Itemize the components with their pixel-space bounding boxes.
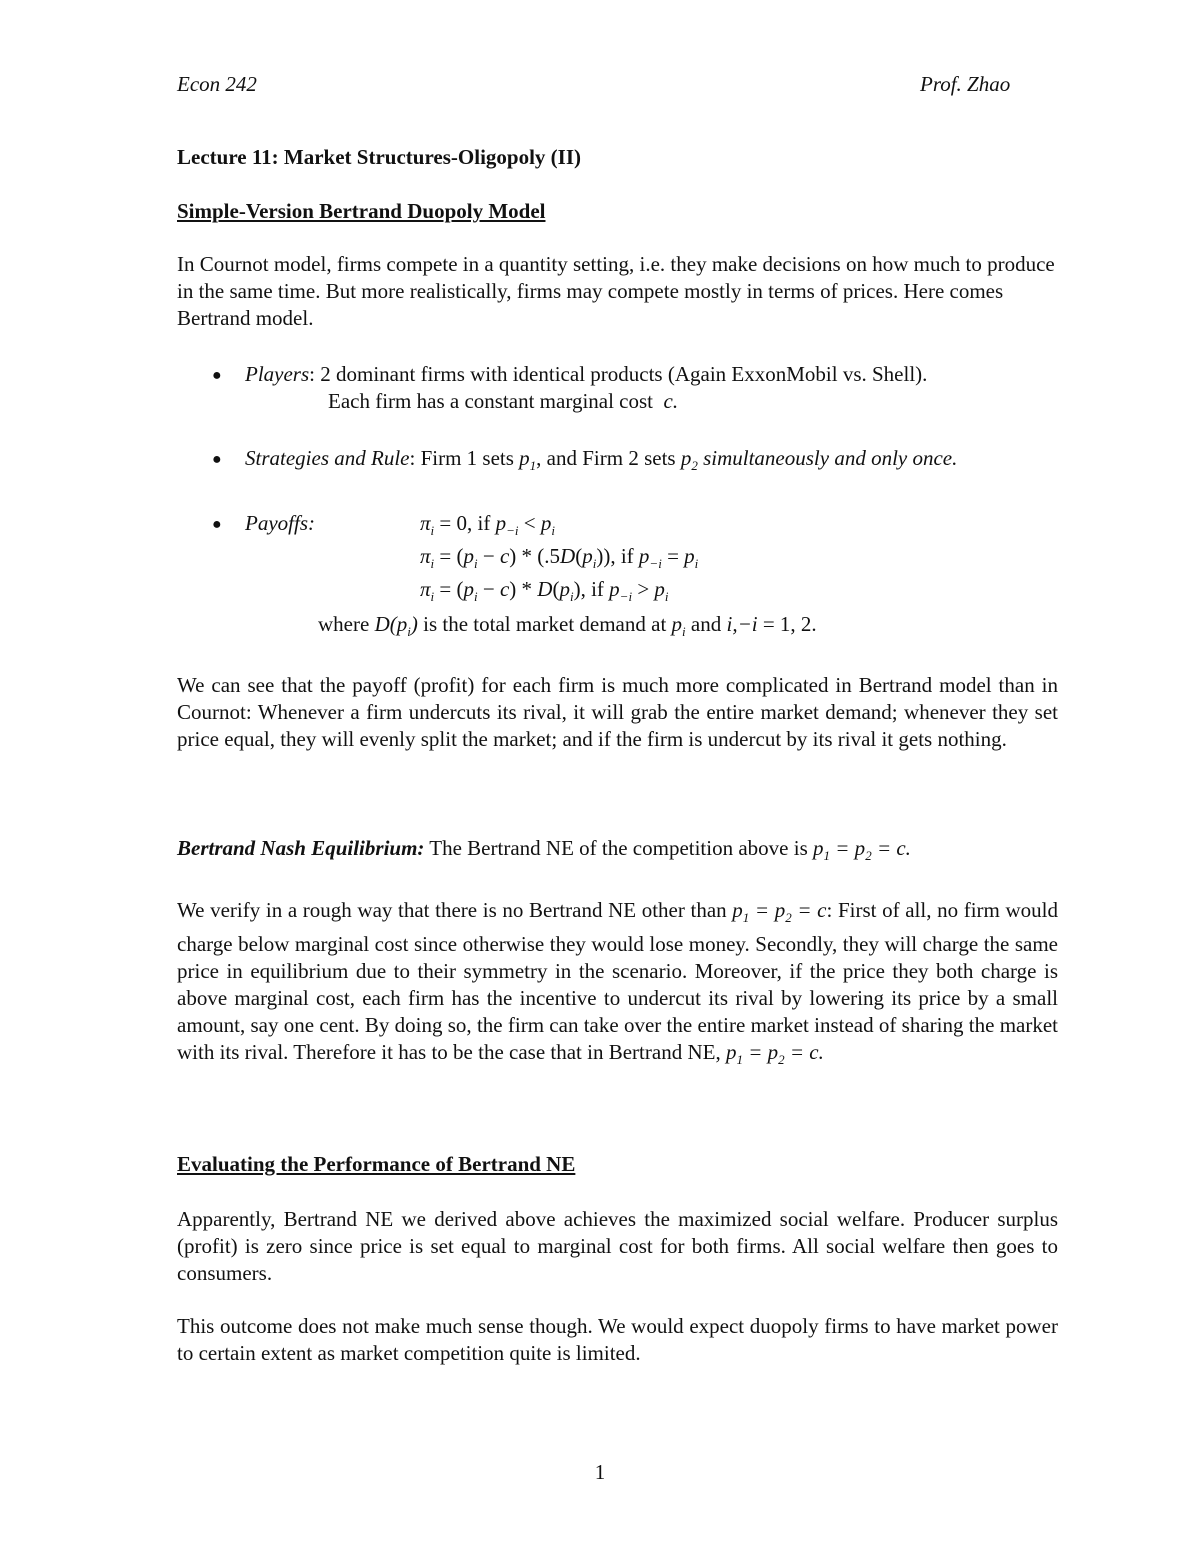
page-number: 1 bbox=[594, 1460, 606, 1484]
ne-equation: $p_1 = p_2 = c$. bbox=[813, 836, 911, 864]
p2-symbol: $p_2$ bbox=[680, 446, 698, 474]
strategies-text-a: : Firm 1 sets bbox=[409, 446, 514, 470]
bullet-icon: ● bbox=[212, 516, 222, 533]
payoff-equation-2: $\pi_i = (p_i - c) * (.5D(p_i))$, if $p_{-i} = p_i$ bbox=[420, 544, 699, 572]
instructor-header: Prof. Zhao bbox=[920, 72, 1011, 96]
strategies-text-b: , and Firm 2 sets bbox=[536, 446, 676, 470]
players-bullet bbox=[245, 362, 927, 387]
index-symbol: i,−i bbox=[726, 612, 758, 636]
evaluation-paragraph-1: Apparently, Bertrand NE we derived above achieves the maximized social welfare. Producer surplus (profit) is zero since price is set equal to marginal cost for both firms. All social welfare then goes to consumers. bbox=[177, 1207, 1058, 1285]
verify-equation-1: $p_1 = p_2 = c$ bbox=[732, 898, 827, 926]
bullet-icon: ● bbox=[212, 451, 222, 468]
p1-symbol: $p_1$ bbox=[519, 446, 537, 474]
players-text: : 2 dominant firms with identical products (Again ExxonMobil vs. Shell). bbox=[309, 362, 928, 386]
section-heading-bertrand: Simple-Version Bertrand Duopoly Model bbox=[177, 199, 546, 223]
players-line2 bbox=[328, 389, 678, 414]
section-heading-evaluating: Evaluating the Performance of Bertrand NE bbox=[177, 1152, 576, 1176]
bertrand-ne-statement bbox=[177, 836, 911, 864]
where-text-c: and bbox=[690, 612, 722, 636]
pi-symbol: $p_i$ bbox=[671, 612, 686, 640]
strategies-text-c: simultaneously and only once. bbox=[703, 446, 958, 470]
strategies-label: Strategies and Rule bbox=[245, 446, 410, 470]
payoff-where-line bbox=[318, 612, 817, 640]
payoff-equation-3: $\pi_i = (p_i - c) * D(p_i)$, if $p_{-i} > p_i$ bbox=[420, 577, 669, 605]
strategies-bullet bbox=[245, 446, 957, 474]
payoff-equation-1: $\pi_i = 0$, if $p_{-i} < p_i$ bbox=[420, 511, 555, 539]
players-label: Players bbox=[245, 362, 310, 386]
lecture-title: Lecture 11: Market Structures-Oligopoly (II) bbox=[177, 145, 581, 169]
verify-paragraph bbox=[177, 897, 1058, 1073]
verify-rest: : First of all, no firm would charge below marginal cost since otherwise they would lose money. Secondly, they will charge the same price in equilibrium due to their symmetry in the scenario. Moreover, if the price they both charge is above marginal cost, each firm has the incentive to undercut its rival by lowering its price by a small amount, say one cent. By doing so, the firm can take over the entire market instead of sharing the market with its rival. Therefore it has to be the case that in Bertrand NE, bbox=[177, 898, 1059, 1065]
course-header: Econ 242 bbox=[177, 72, 257, 96]
where-text-b: is the total market demand at bbox=[423, 612, 667, 636]
ne-label: Bertrand Nash Equilibrium: bbox=[177, 836, 425, 860]
where-text-d: = 1, 2. bbox=[762, 612, 817, 636]
evaluation-paragraph-2: This outcome does not make much sense though. We would expect duopoly firms to have market power to certain extent as market competition quite is limited. bbox=[177, 1314, 1058, 1365]
players-cost-symbol: c. bbox=[663, 389, 679, 413]
verify-lead: We verify in a rough way that there is no Bertrand NE other than bbox=[177, 898, 727, 922]
demand-symbol: $D(p_i)$ bbox=[374, 612, 418, 640]
players-line2-text: Each firm has a constant marginal cost bbox=[328, 389, 654, 413]
payoffs-label: Payoffs: bbox=[245, 511, 315, 535]
verify-equation-2: $p_1 = p_2 = c$. bbox=[725, 1040, 824, 1068]
where-text-a: where bbox=[318, 612, 370, 636]
intro-paragraph: In Cournot model, firms compete in a quantity setting, i.e. they make decisions on how much to produce in the same time. But more realistically, firms may compete mostly in terms of prices. Here comes Bertrand model. bbox=[177, 252, 1055, 330]
payoff-paragraph: We can see that the payoff (profit) for each firm is much more complicated in Bertrand model than in Cournot: Whenever a firm undercuts its rival, it will grab the entire market demand; whenever they set price equal, they will evenly split the market; and if the firm is undercut by its rival it gets nothing. bbox=[177, 673, 1058, 751]
bullet-icon: ● bbox=[212, 367, 222, 384]
ne-text: The Bertrand NE of the competition above is bbox=[429, 836, 808, 860]
